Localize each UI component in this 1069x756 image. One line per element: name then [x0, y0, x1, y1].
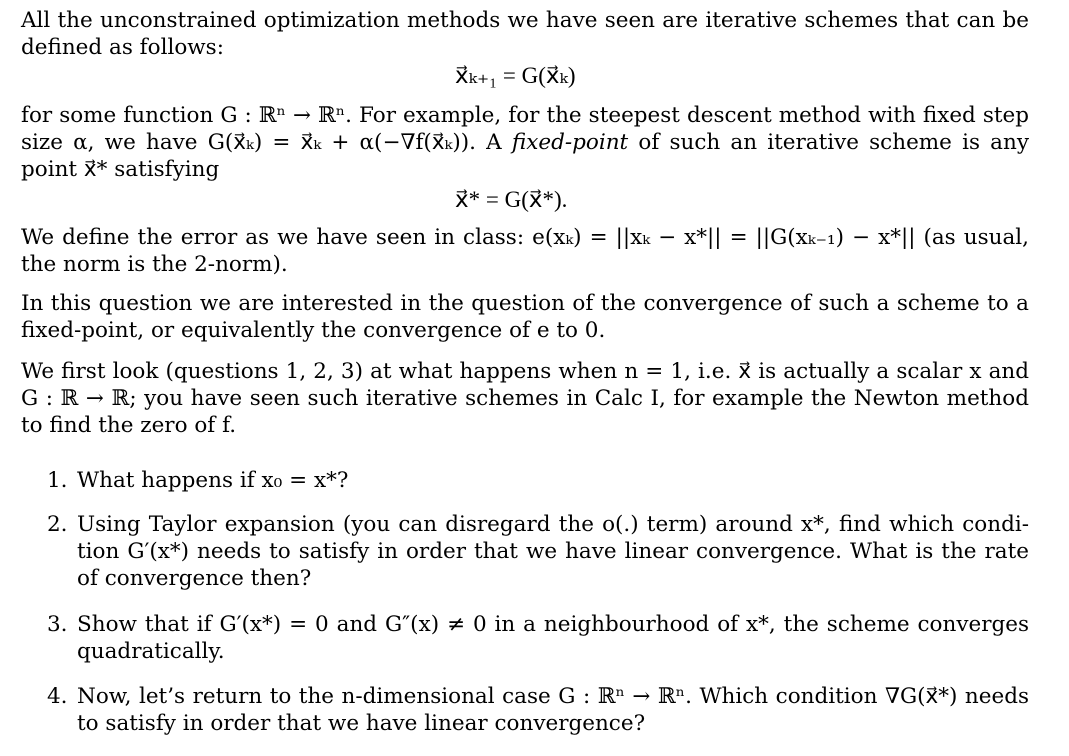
question-line: to satisfy in order that we have linear convergence?	[77, 711, 646, 736]
question-line: What happens if x₀ = x*?	[77, 468, 349, 493]
convergence-question-paragraph	[21, 290, 1029, 344]
question-number: 3.	[47, 612, 68, 637]
definition-text: of such an iterative scheme is any	[628, 130, 1029, 155]
definition-paragraph	[21, 102, 1029, 183]
error-line: We define the error as we have seen in class: e(xₖ) = ||xₖ − x*|| = ||G(xₖ₋₁) − x*|| (as usual,	[21, 225, 1029, 250]
definition-line: point x⃗* satisfying	[21, 157, 220, 182]
question-line: quadratically.	[77, 639, 225, 664]
scalar-case-line: G : ℝ → ℝ; you have seen such iterative schemes in Calc I, for example the Newton method	[21, 386, 1029, 411]
intro-line: defined as follows:	[21, 35, 224, 60]
fixed-point-iteration-equation: x⃗ₖ₊₁ = G(x⃗ₖ)	[455, 63, 576, 88]
fixed-point-term: fixed-point	[511, 130, 629, 155]
question-text	[77, 467, 1029, 494]
question-number: 1.	[47, 468, 68, 493]
intro-line: All the unconstrained optimization methods we have seen are iterative schemes that can be	[21, 8, 1029, 33]
question-number: 4.	[47, 684, 68, 709]
question-line: of convergence then?	[77, 566, 312, 591]
definition-text: size α, we have G(x⃗ₖ) = x⃗ₖ + α(−∇f(x⃗ₖ)). A	[21, 130, 512, 155]
question-number: 2.	[47, 512, 68, 537]
question-text	[77, 683, 1029, 737]
definition-line	[21, 129, 1029, 156]
convergence-line: In this question we are interested in the question of the convergence of such a scheme to a	[21, 291, 1029, 316]
scalar-case-line: We first look (questions 1, 2, 3) at what happens when n = 1, i.e. x⃗ is actually a scalar x and	[21, 359, 1029, 384]
question-text	[77, 511, 1029, 592]
scalar-case-line: to find the zero of f.	[21, 413, 237, 438]
question-line: tion G′(x*) needs to satisfy in order that we have linear convergence. What is the rate	[77, 539, 1029, 564]
error-definition-paragraph	[21, 224, 1029, 278]
convergence-line: fixed-point, or equivalently the convergence of e to 0.	[21, 318, 606, 343]
question-text	[77, 611, 1029, 665]
fixed-point-equation: x⃗* = G(x⃗*).	[455, 187, 568, 212]
error-line: the norm is the 2-norm).	[21, 252, 288, 277]
question-line: Using Taylor expansion (you can disregard the o(.) term) around x*, find which condi-	[77, 512, 1029, 537]
question-line: Show that if G′(x*) = 0 and G″(x) ≠ 0 in a neighbourhood of x*, the scheme converges	[77, 612, 1029, 637]
intro-paragraph	[21, 7, 1029, 61]
question-line: Now, let’s return to the n-dimensional case G : ℝⁿ → ℝⁿ. Which condition ∇G(x⃗*) needs	[77, 684, 1029, 709]
scalar-case-paragraph	[21, 358, 1029, 439]
definition-line: for some function G : ℝⁿ → ℝⁿ. For example, for the steepest descent method with fixed step	[21, 103, 1029, 128]
